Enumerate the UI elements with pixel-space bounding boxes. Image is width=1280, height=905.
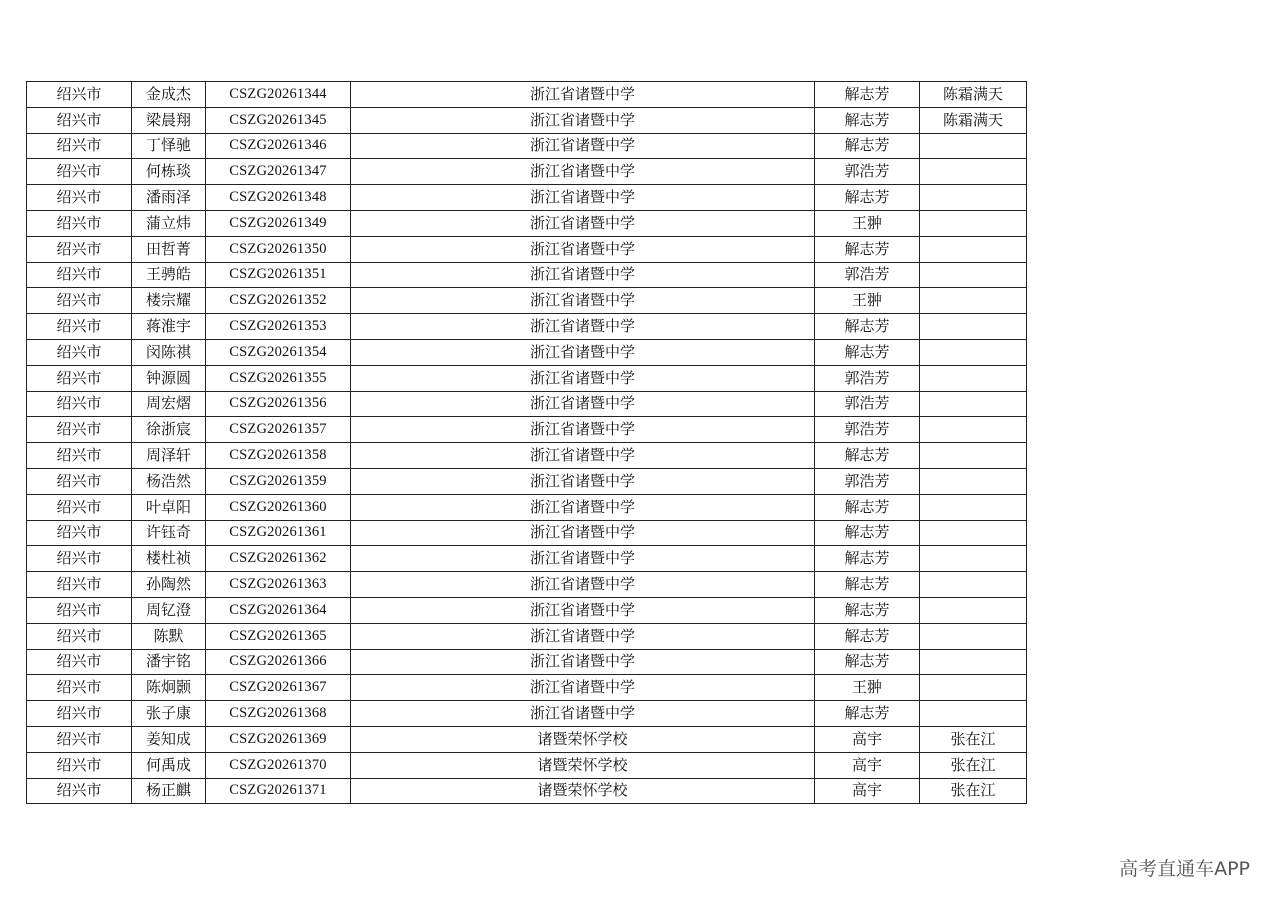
- cell-teacher: 郭浩芳: [815, 365, 920, 391]
- table-row: [27, 623, 1027, 649]
- cell-school: 浙江省诸暨中学: [351, 494, 815, 520]
- table-row: [27, 597, 1027, 623]
- cell-id: CSZG20261371: [206, 778, 351, 804]
- cell-city: 绍兴市: [27, 649, 132, 675]
- table-row: [27, 701, 1027, 727]
- cell-teacher: 解志芳: [815, 597, 920, 623]
- table-row: [27, 107, 1027, 133]
- cell-city: 绍兴市: [27, 288, 132, 314]
- cell-name: 陈默: [132, 623, 206, 649]
- table-row: [27, 262, 1027, 288]
- cell-city: 绍兴市: [27, 339, 132, 365]
- cell-city: 绍兴市: [27, 597, 132, 623]
- cell-school: 浙江省诸暨中学: [351, 520, 815, 546]
- cell-id: CSZG20261346: [206, 133, 351, 159]
- cell-city: 绍兴市: [27, 468, 132, 494]
- cell-name: 闵陈祺: [132, 339, 206, 365]
- cell-school: 浙江省诸暨中学: [351, 701, 815, 727]
- cell-name: 何栋琰: [132, 159, 206, 185]
- cell-teacher: 郭浩芳: [815, 262, 920, 288]
- cell-school: 浙江省诸暨中学: [351, 597, 815, 623]
- cell-city: 绍兴市: [27, 572, 132, 598]
- cell-school: 浙江省诸暨中学: [351, 314, 815, 340]
- cell-coach: [920, 494, 1027, 520]
- cell-coach: [920, 210, 1027, 236]
- table-row: [27, 675, 1027, 701]
- cell-name: 何禹成: [132, 752, 206, 778]
- cell-id: CSZG20261369: [206, 726, 351, 752]
- cell-coach: [920, 339, 1027, 365]
- cell-city: 绍兴市: [27, 314, 132, 340]
- cell-teacher: 解志芳: [815, 314, 920, 340]
- cell-name: 杨浩然: [132, 468, 206, 494]
- cell-school: 浙江省诸暨中学: [351, 417, 815, 443]
- cell-name: 金成杰: [132, 82, 206, 108]
- cell-teacher: 高宇: [815, 726, 920, 752]
- cell-name: 蒲立炜: [132, 210, 206, 236]
- cell-school: 浙江省诸暨中学: [351, 133, 815, 159]
- cell-teacher: 解志芳: [815, 82, 920, 108]
- cell-city: 绍兴市: [27, 701, 132, 727]
- cell-id: CSZG20261362: [206, 546, 351, 572]
- table-row: [27, 391, 1027, 417]
- cell-id: CSZG20261348: [206, 185, 351, 211]
- cell-school: 浙江省诸暨中学: [351, 675, 815, 701]
- cell-teacher: 解志芳: [815, 546, 920, 572]
- cell-city: 绍兴市: [27, 159, 132, 185]
- cell-name: 许钰奇: [132, 520, 206, 546]
- cell-school: 浙江省诸暨中学: [351, 339, 815, 365]
- cell-teacher: 王翀: [815, 210, 920, 236]
- cell-id: CSZG20261359: [206, 468, 351, 494]
- cell-city: 绍兴市: [27, 778, 132, 804]
- cell-school: 浙江省诸暨中学: [351, 210, 815, 236]
- cell-school: 浙江省诸暨中学: [351, 159, 815, 185]
- cell-name: 蒋淮宇: [132, 314, 206, 340]
- cell-coach: [920, 159, 1027, 185]
- cell-teacher: 解志芳: [815, 701, 920, 727]
- cell-city: 绍兴市: [27, 262, 132, 288]
- cell-name: 孙陶然: [132, 572, 206, 598]
- cell-id: CSZG20261358: [206, 443, 351, 469]
- cell-name: 周泽轩: [132, 443, 206, 469]
- cell-id: CSZG20261349: [206, 210, 351, 236]
- cell-school: 浙江省诸暨中学: [351, 236, 815, 262]
- cell-school: 浙江省诸暨中学: [351, 391, 815, 417]
- cell-teacher: 高宇: [815, 778, 920, 804]
- cell-id: CSZG20261351: [206, 262, 351, 288]
- cell-teacher: 郭浩芳: [815, 391, 920, 417]
- cell-coach: [920, 185, 1027, 211]
- cell-coach: 张在江: [920, 752, 1027, 778]
- cell-coach: [920, 597, 1027, 623]
- cell-coach: [920, 391, 1027, 417]
- cell-teacher: 解志芳: [815, 185, 920, 211]
- cell-school: 浙江省诸暨中学: [351, 107, 815, 133]
- cell-teacher: 解志芳: [815, 236, 920, 262]
- roster-table-body: [27, 82, 1027, 804]
- cell-id: CSZG20261370: [206, 752, 351, 778]
- table-row: [27, 417, 1027, 443]
- cell-name: 丁怿驰: [132, 133, 206, 159]
- cell-name: 楼杜祯: [132, 546, 206, 572]
- table-row: [27, 314, 1027, 340]
- cell-id: CSZG20261345: [206, 107, 351, 133]
- cell-city: 绍兴市: [27, 752, 132, 778]
- cell-school: 诸暨荣怀学校: [351, 778, 815, 804]
- cell-id: CSZG20261367: [206, 675, 351, 701]
- cell-school: 浙江省诸暨中学: [351, 288, 815, 314]
- cell-city: 绍兴市: [27, 417, 132, 443]
- cell-coach: [920, 365, 1027, 391]
- cell-teacher: 解志芳: [815, 443, 920, 469]
- cell-coach: [920, 133, 1027, 159]
- cell-teacher: 解志芳: [815, 107, 920, 133]
- cell-name: 姜知成: [132, 726, 206, 752]
- cell-school: 诸暨荣怀学校: [351, 752, 815, 778]
- table-row: [27, 133, 1027, 159]
- cell-coach: [920, 443, 1027, 469]
- table-row: [27, 752, 1027, 778]
- cell-id: CSZG20261354: [206, 339, 351, 365]
- cell-id: CSZG20261356: [206, 391, 351, 417]
- cell-coach: 张在江: [920, 726, 1027, 752]
- cell-id: CSZG20261352: [206, 288, 351, 314]
- table-row: [27, 159, 1027, 185]
- table-row: [27, 494, 1027, 520]
- cell-id: CSZG20261363: [206, 572, 351, 598]
- cell-coach: [920, 417, 1027, 443]
- cell-school: 浙江省诸暨中学: [351, 623, 815, 649]
- cell-id: CSZG20261344: [206, 82, 351, 108]
- cell-id: CSZG20261364: [206, 597, 351, 623]
- cell-coach: 陈霜满天: [920, 107, 1027, 133]
- cell-id: CSZG20261366: [206, 649, 351, 675]
- cell-name: 周宏熠: [132, 391, 206, 417]
- roster-table: [26, 81, 1027, 804]
- cell-school: 浙江省诸暨中学: [351, 185, 815, 211]
- cell-city: 绍兴市: [27, 210, 132, 236]
- cell-school: 浙江省诸暨中学: [351, 82, 815, 108]
- cell-coach: [920, 623, 1027, 649]
- cell-school: 浙江省诸暨中学: [351, 365, 815, 391]
- cell-city: 绍兴市: [27, 82, 132, 108]
- cell-name: 周钇澄: [132, 597, 206, 623]
- cell-city: 绍兴市: [27, 726, 132, 752]
- cell-id: CSZG20261365: [206, 623, 351, 649]
- cell-name: 楼宗耀: [132, 288, 206, 314]
- cell-coach: [920, 468, 1027, 494]
- cell-city: 绍兴市: [27, 107, 132, 133]
- cell-name: 田哲菁: [132, 236, 206, 262]
- watermark-text: 高考直通车APP: [1119, 858, 1250, 880]
- cell-id: CSZG20261355: [206, 365, 351, 391]
- table-row: [27, 288, 1027, 314]
- cell-name: 钟源圆: [132, 365, 206, 391]
- cell-school: 浙江省诸暨中学: [351, 649, 815, 675]
- cell-school: 浙江省诸暨中学: [351, 468, 815, 494]
- cell-name: 潘雨泽: [132, 185, 206, 211]
- cell-teacher: 解志芳: [815, 649, 920, 675]
- table-row: [27, 443, 1027, 469]
- table-row: [27, 649, 1027, 675]
- cell-coach: [920, 675, 1027, 701]
- cell-city: 绍兴市: [27, 133, 132, 159]
- cell-id: CSZG20261361: [206, 520, 351, 546]
- cell-name: 杨正麒: [132, 778, 206, 804]
- table-row: [27, 778, 1027, 804]
- cell-name: 叶卓阳: [132, 494, 206, 520]
- cell-teacher: 王翀: [815, 288, 920, 314]
- cell-coach: [920, 649, 1027, 675]
- table-row: [27, 546, 1027, 572]
- cell-coach: [920, 262, 1027, 288]
- cell-name: 王骋皓: [132, 262, 206, 288]
- table-row: [27, 726, 1027, 752]
- cell-teacher: 王翀: [815, 675, 920, 701]
- cell-id: CSZG20261368: [206, 701, 351, 727]
- cell-school: 浙江省诸暨中学: [351, 546, 815, 572]
- table-row: [27, 572, 1027, 598]
- cell-city: 绍兴市: [27, 520, 132, 546]
- table-row: [27, 468, 1027, 494]
- table-row: [27, 82, 1027, 108]
- cell-teacher: 解志芳: [815, 520, 920, 546]
- cell-coach: 张在江: [920, 778, 1027, 804]
- cell-name: 潘宇铭: [132, 649, 206, 675]
- table-row: [27, 210, 1027, 236]
- cell-city: 绍兴市: [27, 443, 132, 469]
- cell-coach: [920, 288, 1027, 314]
- cell-city: 绍兴市: [27, 675, 132, 701]
- cell-coach: [920, 236, 1027, 262]
- cell-id: CSZG20261353: [206, 314, 351, 340]
- cell-coach: [920, 572, 1027, 598]
- cell-teacher: 郭浩芳: [815, 417, 920, 443]
- cell-school: 浙江省诸暨中学: [351, 443, 815, 469]
- table-row: [27, 236, 1027, 262]
- cell-school: 诸暨荣怀学校: [351, 726, 815, 752]
- cell-school: 浙江省诸暨中学: [351, 262, 815, 288]
- cell-name: 梁晨翔: [132, 107, 206, 133]
- cell-teacher: 解志芳: [815, 133, 920, 159]
- cell-city: 绍兴市: [27, 391, 132, 417]
- cell-id: CSZG20261350: [206, 236, 351, 262]
- table-row: [27, 520, 1027, 546]
- cell-teacher: 解志芳: [815, 494, 920, 520]
- cell-school: 浙江省诸暨中学: [351, 572, 815, 598]
- cell-coach: 陈霜满天: [920, 82, 1027, 108]
- cell-teacher: 解志芳: [815, 572, 920, 598]
- cell-coach: [920, 546, 1027, 572]
- cell-name: 徐浙宸: [132, 417, 206, 443]
- cell-coach: [920, 701, 1027, 727]
- table-row: [27, 185, 1027, 211]
- cell-teacher: 郭浩芳: [815, 159, 920, 185]
- cell-city: 绍兴市: [27, 494, 132, 520]
- cell-city: 绍兴市: [27, 546, 132, 572]
- cell-city: 绍兴市: [27, 185, 132, 211]
- cell-teacher: 解志芳: [815, 339, 920, 365]
- table-row: [27, 339, 1027, 365]
- cell-teacher: 高宇: [815, 752, 920, 778]
- cell-coach: [920, 520, 1027, 546]
- cell-name: 陈炯颢: [132, 675, 206, 701]
- cell-teacher: 解志芳: [815, 623, 920, 649]
- cell-id: CSZG20261360: [206, 494, 351, 520]
- cell-coach: [920, 314, 1027, 340]
- cell-id: CSZG20261347: [206, 159, 351, 185]
- cell-id: CSZG20261357: [206, 417, 351, 443]
- table-row: [27, 365, 1027, 391]
- cell-city: 绍兴市: [27, 623, 132, 649]
- cell-city: 绍兴市: [27, 236, 132, 262]
- cell-city: 绍兴市: [27, 365, 132, 391]
- cell-name: 张子康: [132, 701, 206, 727]
- cell-teacher: 郭浩芳: [815, 468, 920, 494]
